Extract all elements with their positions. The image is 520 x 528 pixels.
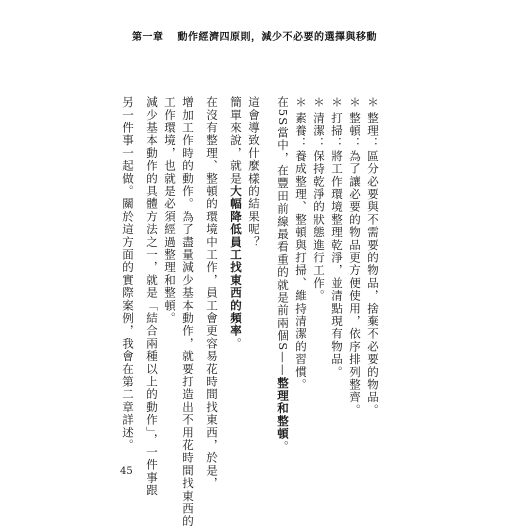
chapter-label: 第一章	[132, 32, 164, 43]
paragraph-line: 這會導致什麼樣的結果呢？	[247, 96, 261, 249]
paragraph-line: 增加工作時的動作。為了盡量減少基本動作，就要打造出不用花時間找東西的	[181, 96, 195, 528]
bullet-item: ＊素養：養成整理、整頓與打掃、維持清潔的習慣。	[294, 96, 308, 392]
bullet-item: ＊整理：區分必要與不需要的物品，捨棄不必要的物品。	[366, 96, 380, 417]
bullet-item: ＊整頓：為了讓必要的物品更方便使用，依序排列整齊。	[348, 96, 362, 417]
paragraph-line: 另一件事一起做。關於這方面的實際案例，我會在第二章詳述。	[121, 96, 135, 452]
bullet-item: ＊打掃：將工作環境整理乾淨，並清點現有物品。	[330, 96, 344, 379]
running-header	[132, 28, 377, 43]
bullet-mark: ＊	[294, 96, 308, 109]
chapter-title: 動作經濟四原則，減少不必要的選擇與移動	[177, 32, 377, 43]
bullet-mark: ＊	[366, 96, 380, 109]
bullet-mark: ＊	[312, 96, 326, 109]
bullet-mark: ＊	[348, 96, 362, 109]
paragraph-line: 工作環境，也就是必須經過整理和整頓。	[163, 96, 177, 325]
paragraph-line: 減少基本動作的具體方法之一，就是「結合兩種以上的動作」，一件事跟	[145, 96, 159, 497]
paragraph-line: 在沒有整理、整頓的環境中工作，員工會更容易花時間找東西，於是，	[205, 96, 219, 490]
paragraph-line: 在5S當中，在豐田前線最看重的就是前兩個S——整理和整頓。	[276, 96, 290, 453]
bullet-item: ＊清潔：保持乾淨的狀態進行工作。	[312, 96, 326, 303]
page-number: 45	[120, 466, 133, 477]
emphasis-text: 大幅降低員工找東西的頻率	[229, 184, 243, 338]
bullet-mark: ＊	[330, 96, 344, 109]
emphasis-text: 整理和整頓	[276, 376, 290, 441]
paragraph-line: 簡單來說，就是大幅降低員工找東西的頻率。	[229, 96, 243, 351]
